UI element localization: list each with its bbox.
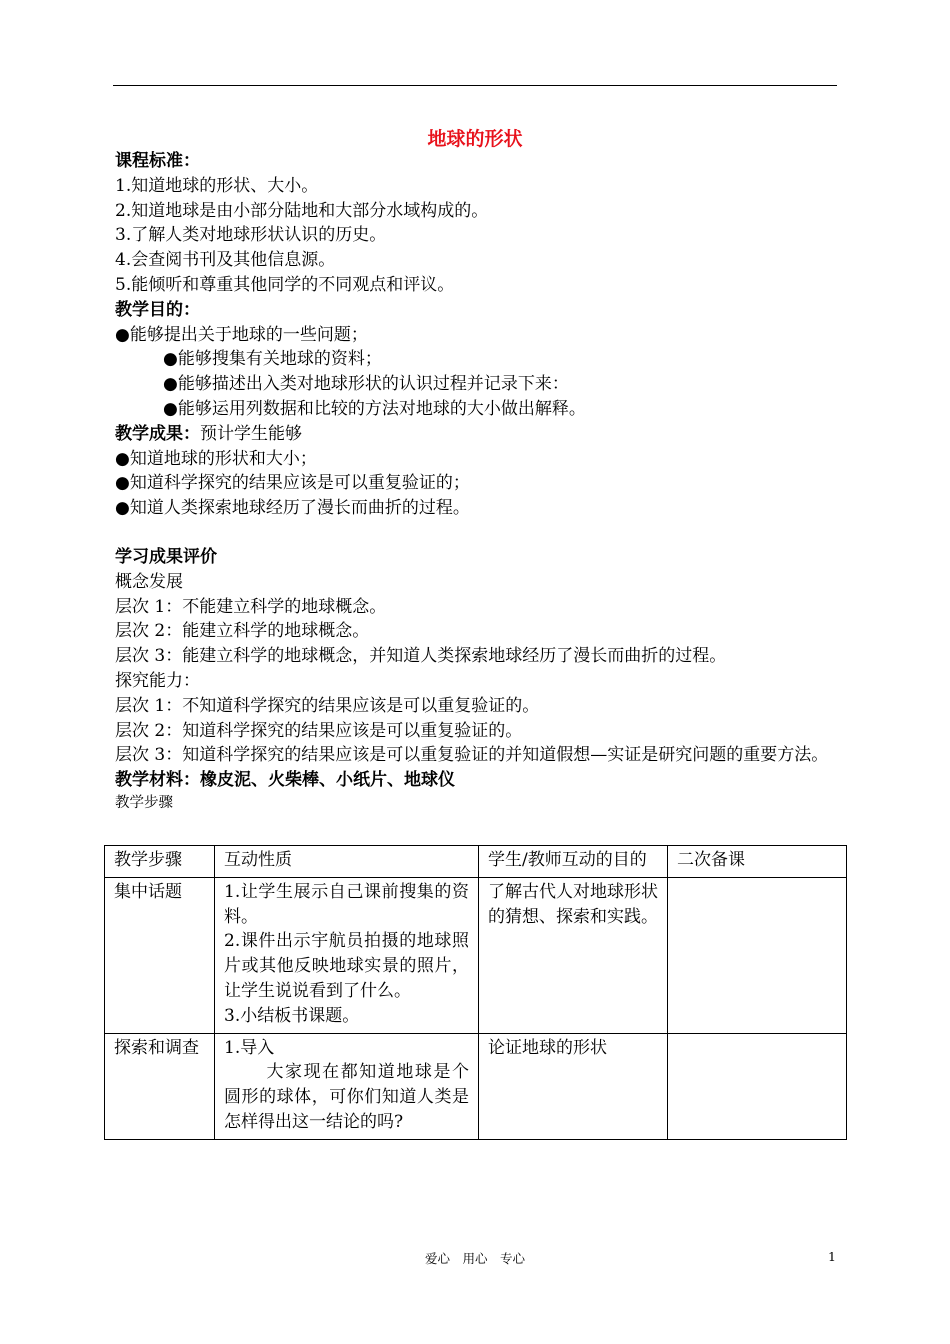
table-header-cell: 二次备课 bbox=[668, 846, 847, 878]
concept-label: 概念发展 bbox=[115, 571, 183, 592]
standard-item: 5.能倾听和尊重其他同学的不同观点和评议。 bbox=[115, 274, 455, 295]
footer-slogan: 爱心 用心 专心 bbox=[424, 1251, 525, 1266]
activity-item: 1.导入 bbox=[224, 1037, 275, 1058]
notes-cell bbox=[668, 877, 847, 1033]
purpose-cell: 了解古代人对地球形状的猜想、探索和实践。 bbox=[479, 877, 668, 1033]
activity-item: 3.小结板书课题。 bbox=[224, 1005, 360, 1026]
standard-item: 1.知道地球的形状、大小。 bbox=[115, 175, 319, 196]
standards-heading: 课程标准： bbox=[115, 151, 200, 171]
activity-item: 大家现在都知道地球是个圆形的球体，可你们知道人类是怎样得出这一结论的吗? bbox=[224, 1062, 469, 1132]
outcome-item: ●知道地球的形状和大小； bbox=[115, 448, 317, 469]
objective-item: ●能够提出关于地球的一些问题； bbox=[115, 324, 368, 345]
outcome-item: ●知道人类探索地球经历了漫长而曲折的过程。 bbox=[115, 498, 470, 519]
materials-line bbox=[115, 768, 840, 793]
table-row bbox=[105, 1033, 847, 1139]
table-header-row bbox=[105, 846, 847, 878]
concept-level: 层次 3：能建立科学的地球概念，并知道人类探索地球经历了漫长而曲折的过程。 bbox=[115, 646, 727, 667]
standard-item: 3.了解人类对地球形状认识的历史。 bbox=[115, 225, 387, 246]
activity-cell bbox=[215, 877, 479, 1033]
inquiry-level: 层次 2：知道科学探究的结果应该是可以重复验证的。 bbox=[115, 720, 523, 741]
purpose-cell: 论证地球的形状 bbox=[479, 1033, 668, 1139]
table-header-cell: 互动性质 bbox=[215, 846, 479, 878]
materials-text: 橡皮泥、火柴棒、小纸片、地球仪 bbox=[200, 770, 455, 791]
objective-item: ●能够描述出入类对地球形状的认识过程并记录下来： bbox=[163, 374, 569, 395]
document-body bbox=[115, 149, 840, 813]
standard-item: 2.知道地球是由小部分陆地和大部分水域构成的。 bbox=[115, 200, 489, 221]
objective-item: ●能够搜集有关地球的资料； bbox=[163, 349, 382, 370]
activity-item: 2.课件出示宇航员拍摄的地球照片或其他反映地球实景的照片，让学生说说看到了什么。 bbox=[224, 931, 469, 1001]
objective-item: ●能够运用列数据和比较的方法对地球的大小做出解释。 bbox=[163, 398, 586, 419]
spacer bbox=[115, 521, 840, 545]
page-number: 1 bbox=[828, 1249, 836, 1264]
table-header-cell: 教学步骤 bbox=[105, 846, 215, 878]
table-row bbox=[105, 877, 847, 1033]
materials-label: 教学材料： bbox=[115, 770, 200, 791]
step-cell: 探索和调查 bbox=[105, 1033, 215, 1139]
header-rule bbox=[113, 85, 837, 86]
activity-item: 1.让学生展示自己课前搜集的资料。 bbox=[224, 881, 469, 927]
outcome-item: ●知道科学探究的结果应该是可以重复验证的； bbox=[115, 473, 470, 494]
outcomes-line bbox=[115, 422, 840, 447]
page-title: 地球的形状 bbox=[427, 128, 523, 150]
inquiry-label: 探究能力： bbox=[115, 670, 200, 691]
step-cell: 集中话题 bbox=[105, 877, 215, 1033]
inquiry-level: 层次 1：不知道科学探究的结果应该是可以重复验证的。 bbox=[115, 695, 540, 716]
steps-table bbox=[104, 845, 847, 1140]
concept-level: 层次 2：能建立科学的地球概念。 bbox=[115, 621, 370, 642]
standard-item: 4.会查阅书刊及其他信息源。 bbox=[115, 250, 336, 271]
outcomes-intro: 预计学生能够 bbox=[200, 423, 302, 444]
objectives-heading: 教学目的： bbox=[115, 299, 200, 320]
outcomes-heading: 教学成果： bbox=[115, 423, 200, 444]
evaluation-heading: 学习成果评价 bbox=[115, 546, 217, 567]
steps-caption: 教学步骤 bbox=[115, 794, 173, 811]
inquiry-level: 层次 3：知道科学探究的结果应该是可以重复验证的并知道假想—实证是研究问题的重要方法。 bbox=[115, 745, 829, 766]
activity-cell bbox=[215, 1033, 479, 1139]
notes-cell bbox=[668, 1033, 847, 1139]
concept-level: 层次 1：不能建立科学的地球概念。 bbox=[115, 596, 387, 617]
table-header-cell: 学生/教师互动的目的 bbox=[479, 846, 668, 878]
